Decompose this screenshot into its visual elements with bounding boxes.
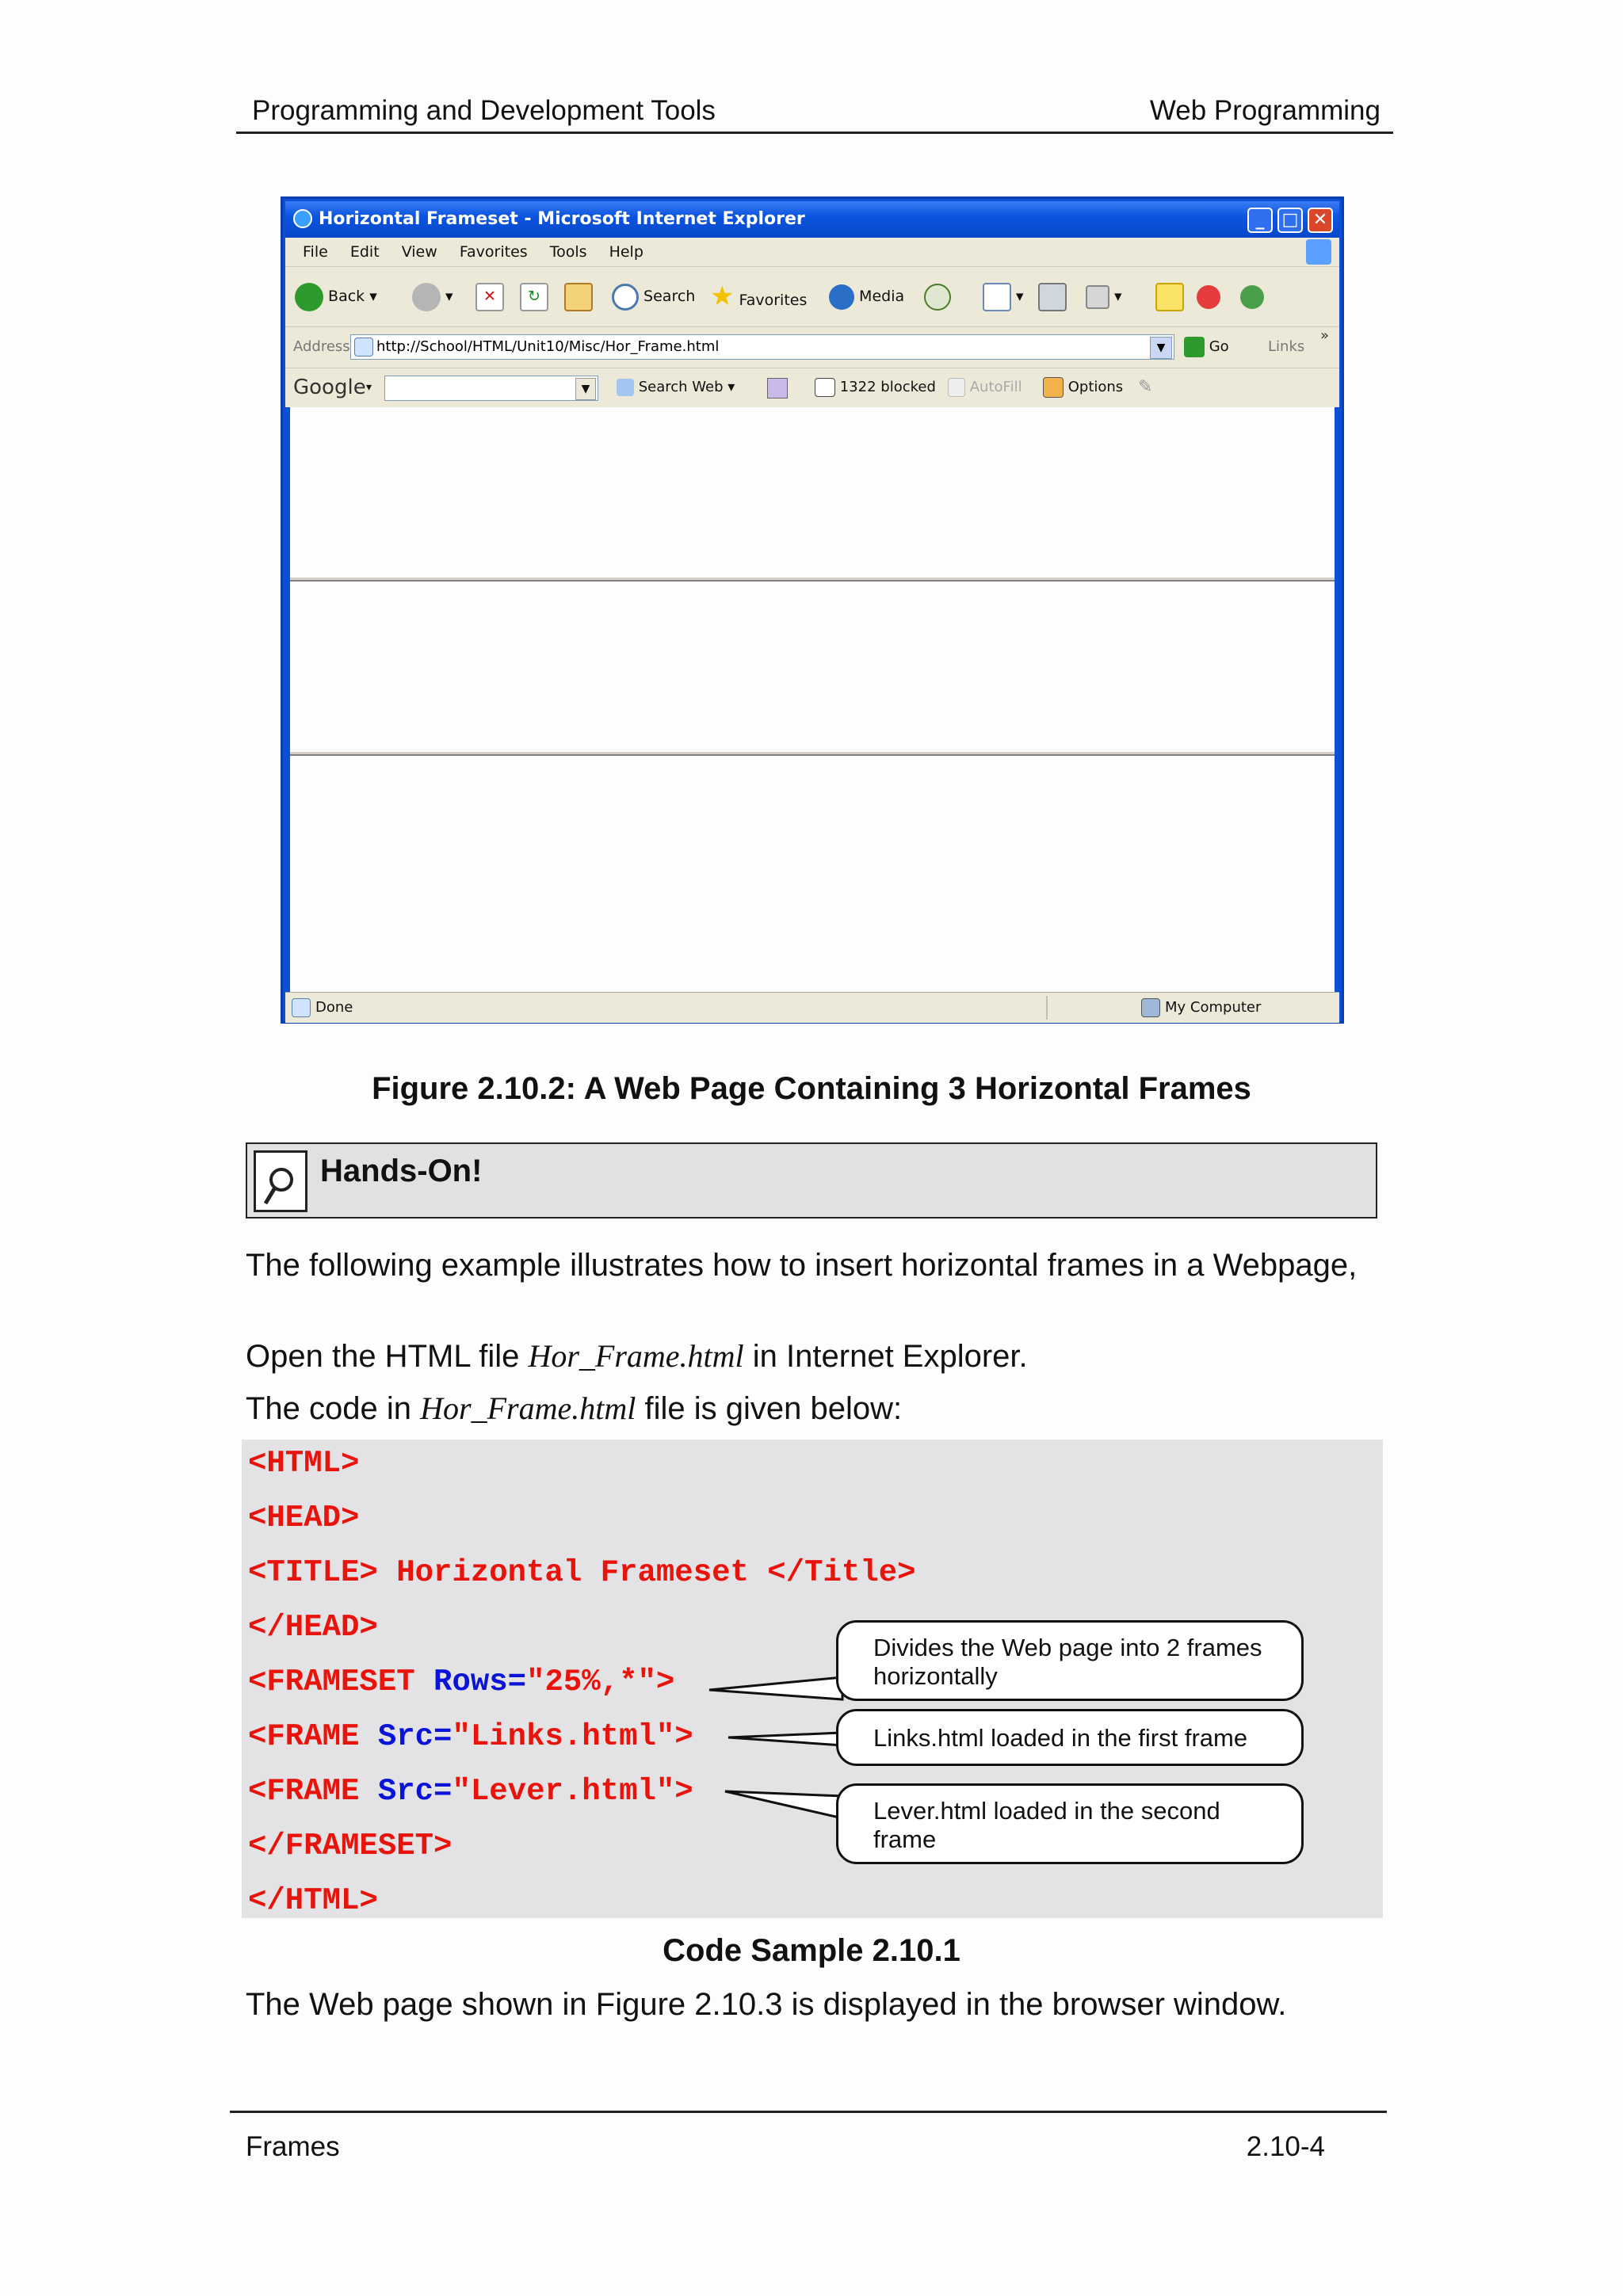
code-intro-suffix: file is given below: xyxy=(636,1391,903,1426)
search-icon xyxy=(612,284,639,311)
windows-logo-icon xyxy=(1306,239,1331,265)
file-name: Hor_Frame.html xyxy=(528,1338,744,1374)
callout-pointer-3 xyxy=(725,1791,842,1818)
code-tag: <FRAME xyxy=(248,1719,378,1754)
print-button[interactable] xyxy=(1038,266,1067,326)
google-toolbar xyxy=(285,368,1339,407)
code-attribute: Src= xyxy=(377,1719,453,1754)
my-computer-icon xyxy=(1141,998,1160,1017)
google-dropdown-icon[interactable]: ▼ xyxy=(575,378,596,400)
popup-blocker-button[interactable] xyxy=(815,368,936,407)
address-bar xyxy=(285,326,1339,368)
closing-paragraph: The Web page shown in Figure 2.10.3 is displayed in the browser window. xyxy=(246,1987,1287,2022)
options-icon xyxy=(1043,377,1064,398)
go-arrow-icon xyxy=(1184,337,1205,357)
frame-top xyxy=(290,407,1335,577)
footer-left: Frames xyxy=(246,2131,340,2162)
menu-file[interactable]: File xyxy=(303,243,328,261)
code-attribute: Rows= xyxy=(433,1665,527,1699)
callout-pointer-1 xyxy=(709,1677,842,1699)
favorites-star-icon: ★ xyxy=(710,280,735,312)
options-label: Options xyxy=(1067,379,1124,395)
code-line: </HEAD> xyxy=(248,1610,378,1645)
callout-rows xyxy=(836,1620,1304,1701)
intro-paragraph: The following example illustrates how to insert horizontal frames in a Webpage, xyxy=(246,1248,1358,1283)
code-line: <HTML> xyxy=(248,1446,360,1481)
autofill-button[interactable] xyxy=(948,368,1022,407)
links-chevron-icon[interactable]: » xyxy=(1320,327,1330,344)
mail-button[interactable]: ▾ xyxy=(983,266,1024,326)
google-search-input[interactable] xyxy=(384,376,598,401)
google-logo[interactable]: Google xyxy=(293,376,366,399)
mail-icon xyxy=(983,283,1011,311)
refresh-button[interactable] xyxy=(520,266,548,326)
address-label: Address xyxy=(293,338,350,355)
search-web-label: Search Web xyxy=(638,379,724,395)
history-clock-icon xyxy=(924,284,951,311)
magnifier-icon xyxy=(254,1150,307,1212)
file-name-ref: Hor_Frame.html xyxy=(420,1390,636,1426)
history-button[interactable] xyxy=(924,266,951,326)
header-left: Programming and Development Tools xyxy=(252,95,716,126)
status-bar xyxy=(285,992,1339,1023)
back-button[interactable]: Back ▾ xyxy=(295,266,377,326)
home-icon xyxy=(564,283,593,311)
home-button[interactable] xyxy=(564,266,593,326)
binoculars-icon xyxy=(617,379,634,396)
media-label: Media xyxy=(859,288,905,305)
menu-help[interactable]: Help xyxy=(609,243,643,261)
code-line: <TITLE> Horizontal Frameset </Title> xyxy=(248,1555,916,1590)
code-line: </FRAMESET> xyxy=(248,1829,453,1863)
media-button[interactable] xyxy=(829,266,904,326)
callout-rows-line2: horizontally xyxy=(873,1662,998,1690)
code-value: "25%,*"> xyxy=(526,1665,675,1699)
code-tag: <FRAMESET xyxy=(248,1665,434,1699)
autofill-icon xyxy=(948,378,965,397)
blocked-label: 1322 blocked xyxy=(839,379,936,395)
browser-title-bar xyxy=(285,201,1339,238)
status-divider xyxy=(1046,996,1048,1020)
code-caption: Code Sample 2.10.1 xyxy=(663,1933,960,1968)
callout-links-text: Links.html loaded in the first frame xyxy=(873,1724,1248,1752)
address-dropdown-icon[interactable]: ▼ xyxy=(1150,337,1172,359)
callout-lever-line1: Lever.html loaded in the second xyxy=(873,1797,1220,1825)
frame-bottom xyxy=(290,756,1335,992)
go-label: Go xyxy=(1209,338,1229,355)
open-file-suffix: in Internet Explorer. xyxy=(743,1339,1028,1374)
code-line: </HTML> xyxy=(248,1883,378,1918)
footer-rule xyxy=(230,2111,1387,2113)
standard-toolbar xyxy=(285,266,1339,327)
code-value: "Links.html"> xyxy=(452,1719,693,1754)
status-zone: My Computer xyxy=(1165,999,1262,1016)
back-label: Back xyxy=(328,288,365,305)
hands-on-title: Hands-On! xyxy=(320,1154,483,1188)
autofill-label: AutoFill xyxy=(969,379,1022,395)
favorites-label: Favorites xyxy=(739,292,808,309)
msn-button[interactable] xyxy=(1240,266,1264,326)
stop-button[interactable] xyxy=(475,266,504,326)
messenger-button[interactable] xyxy=(1197,266,1220,326)
links-button[interactable]: Links xyxy=(1268,338,1305,355)
popup-blocked-icon xyxy=(815,378,835,397)
google-search-web-button[interactable]: Search Web ▾ xyxy=(617,368,735,407)
code-sample-box xyxy=(242,1440,1383,1918)
forward-button[interactable]: ▾ xyxy=(412,266,453,326)
refresh-icon: ↻ xyxy=(520,283,548,311)
highlight-pen-icon[interactable]: ✎ xyxy=(1138,377,1153,397)
address-input[interactable] xyxy=(350,334,1174,360)
callout-lever-line2: frame xyxy=(873,1825,937,1853)
callout-pointer-2 xyxy=(728,1733,842,1745)
menu-bar xyxy=(285,238,1339,267)
figure-caption: Figure 2.10.2: A Web Page Containing 3 Horizontal Frames xyxy=(372,1071,1251,1106)
menu-edit[interactable]: Edit xyxy=(349,243,380,261)
discuss-button[interactable] xyxy=(1155,266,1184,326)
callout-lever xyxy=(836,1783,1304,1864)
media-globe-icon xyxy=(829,284,854,310)
stop-icon: ✕ xyxy=(475,283,504,311)
forward-arrow-icon xyxy=(412,283,441,311)
menu-tools[interactable]: Tools xyxy=(549,243,587,261)
note-icon xyxy=(1155,283,1184,311)
browser-title: Horizontal Frameset - Microsoft Internet Explorer xyxy=(319,209,805,229)
internet-explorer-icon xyxy=(293,209,312,228)
callout-links xyxy=(836,1709,1304,1766)
msn-messenger-icon xyxy=(1240,285,1264,309)
search-label: Search xyxy=(643,288,696,305)
page-number: 2.10-4 xyxy=(1246,2131,1325,2162)
google-menu-chevron-icon[interactable]: ▾ xyxy=(366,381,372,394)
header-right: Web Programming xyxy=(1149,95,1381,126)
address-url: http://School/HTML/Unit10/Misc/Hor_Frame.html xyxy=(376,338,720,355)
open-file-line xyxy=(246,1337,1377,1375)
callout-rows-line1: Divides the Web page into 2 frames xyxy=(873,1634,1262,1661)
code-intro-text: The code in xyxy=(246,1391,421,1426)
maximize-button[interactable]: □ xyxy=(1277,208,1303,233)
print-icon xyxy=(1038,283,1067,311)
go-button[interactable] xyxy=(1184,326,1229,368)
close-button[interactable]: ✕ xyxy=(1308,208,1333,233)
yahoo-messenger-icon xyxy=(1197,285,1220,309)
code-attribute: Src= xyxy=(377,1774,453,1809)
code-value: "Lever.html"> xyxy=(452,1774,693,1809)
browser-window-screenshot xyxy=(281,196,1344,1024)
page-rank-icon[interactable] xyxy=(767,378,788,399)
favorites-button[interactable] xyxy=(710,266,807,326)
code-tag: <FRAME xyxy=(248,1774,378,1809)
frame-middle xyxy=(290,582,1335,751)
menu-favorites[interactable]: Favorites xyxy=(459,243,528,261)
open-file-text: Open the HTML file xyxy=(246,1339,529,1374)
search-button[interactable] xyxy=(612,266,695,326)
edit-button[interactable]: ▾ xyxy=(1086,266,1122,326)
status-text: Done xyxy=(315,999,353,1016)
status-page-icon xyxy=(292,998,311,1017)
google-options-button[interactable] xyxy=(1043,368,1123,407)
code-intro-line xyxy=(246,1390,1377,1428)
browser-chrome xyxy=(285,238,1339,407)
edit-icon xyxy=(1086,285,1109,309)
back-arrow-icon xyxy=(295,283,323,311)
minimize-button[interactable]: _ xyxy=(1247,208,1273,233)
menu-view[interactable]: View xyxy=(401,243,437,261)
frameset-view xyxy=(290,407,1335,992)
hands-on-box xyxy=(246,1142,1377,1219)
code-line: <HEAD> xyxy=(248,1501,360,1535)
header-rule xyxy=(236,132,1393,134)
page-icon xyxy=(354,338,373,357)
